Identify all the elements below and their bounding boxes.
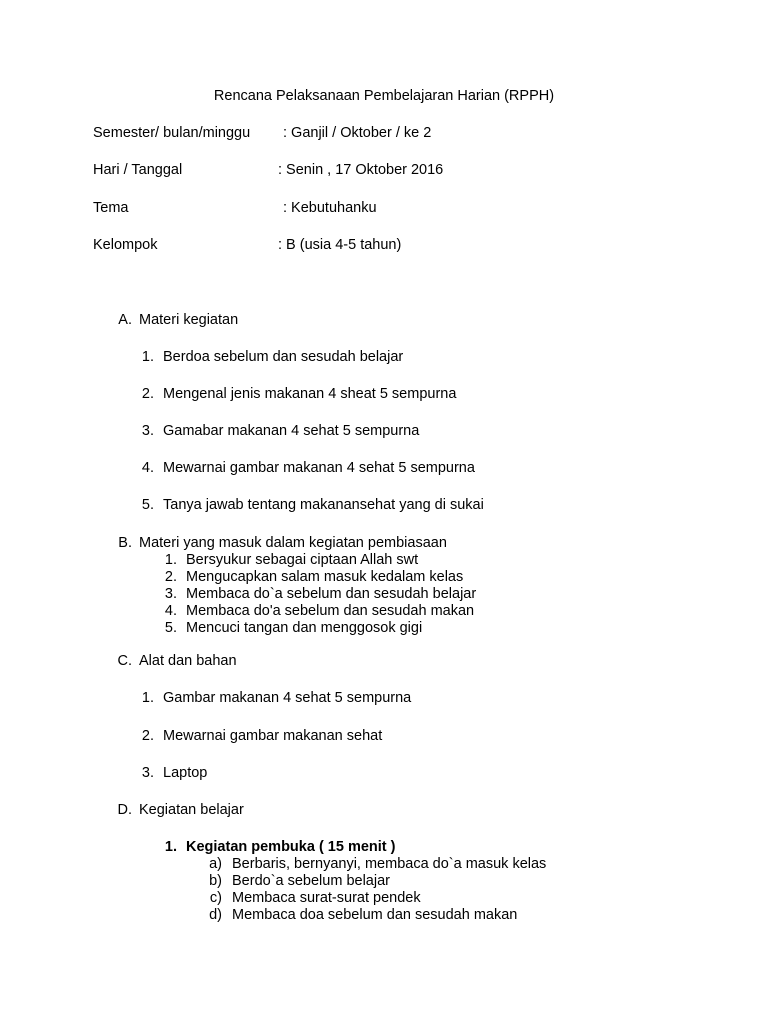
list-item: Bersyukur sebagai ciptaan Allah swt xyxy=(186,552,419,568)
list-item-number: 1. xyxy=(141,349,154,365)
header-value-date: : Senin , 17 Oktober 2016 xyxy=(278,162,444,178)
subsection-title: Kegiatan pembuka ( 15 menit ) xyxy=(186,839,396,855)
list-item-number: 2. xyxy=(141,386,154,402)
section-title: Alat dan bahan xyxy=(139,653,237,669)
list-item: Berdoa sebelum dan sesudah belajar xyxy=(163,349,404,365)
list-item: Membaca surat-surat pendek xyxy=(232,890,421,906)
list-item: Membaca do'a sebelum dan sesudah makan xyxy=(186,603,475,619)
list-item-letter: c) xyxy=(209,890,222,906)
page-title: Rencana Pelaksanaan Pembelajaran Harian (RPPH) xyxy=(213,88,555,104)
header-label-theme: Tema xyxy=(93,200,129,216)
list-item: Mengenal jenis makanan 4 sheat 5 sempurna xyxy=(163,386,457,402)
list-item: Laptop xyxy=(163,765,208,781)
list-item-letter: a) xyxy=(209,856,222,872)
subsection-number: 1. xyxy=(164,839,177,855)
list-item: Mencuci tangan dan menggosok gigi xyxy=(186,620,423,636)
header-value-semester: : Ganjil / Oktober / ke 2 xyxy=(283,125,432,141)
list-item: Tanya jawab tentang makanansehat yang di sukai xyxy=(163,497,484,513)
header-label-date: Hari / Tanggal xyxy=(93,162,183,178)
list-item-number: 1. xyxy=(141,690,154,706)
list-item-number: 2. xyxy=(141,728,154,744)
list-item-number: 5. xyxy=(164,620,177,636)
list-item-number: 3. xyxy=(141,765,154,781)
section-marker: C. xyxy=(117,653,132,669)
list-item: Membaca doa sebelum dan sesudah makan xyxy=(232,907,518,923)
section-title: Materi yang masuk dalam kegiatan pembiasaan xyxy=(139,535,447,551)
list-item: Berbaris, bernyanyi, membaca do`a masuk kelas xyxy=(232,856,547,872)
list-item: Gambar makanan 4 sehat 5 sempurna xyxy=(163,690,412,706)
list-item-letter: d) xyxy=(209,907,222,923)
list-item: Gamabar makanan 4 sehat 5 sempurna xyxy=(163,423,420,439)
header-label-group: Kelompok xyxy=(93,237,158,253)
list-item-number: 3. xyxy=(164,586,177,602)
list-item: Membaca do`a sebelum dan sesudah belajar xyxy=(186,586,477,602)
section-title: Kegiatan belajar xyxy=(139,802,244,818)
header-label-semester: Semester/ bulan/minggu xyxy=(93,125,251,141)
list-item: Mewarnai gambar makanan 4 sehat 5 sempurna xyxy=(163,460,475,476)
list-item-number: 4. xyxy=(141,460,154,476)
list-item: Berdo`a sebelum belajar xyxy=(232,873,390,889)
list-item-number: 1. xyxy=(164,552,177,568)
header-value-theme: : Kebutuhanku xyxy=(283,200,377,216)
section-marker: D. xyxy=(117,802,132,818)
header-value-group: : B (usia 4-5 tahun) xyxy=(278,237,402,253)
list-item: Mengucapkan salam masuk kedalam kelas xyxy=(186,569,464,585)
list-item: Mewarnai gambar makanan sehat xyxy=(163,728,383,744)
list-item-number: 3. xyxy=(141,423,154,439)
list-item-number: 4. xyxy=(164,603,177,619)
list-item-letter: b) xyxy=(209,873,222,889)
section-marker: A. xyxy=(118,312,132,328)
section-marker: B. xyxy=(118,535,132,551)
list-item-number: 2. xyxy=(164,569,177,585)
section-title: Materi kegiatan xyxy=(139,312,239,328)
list-item-number: 5. xyxy=(141,497,154,513)
